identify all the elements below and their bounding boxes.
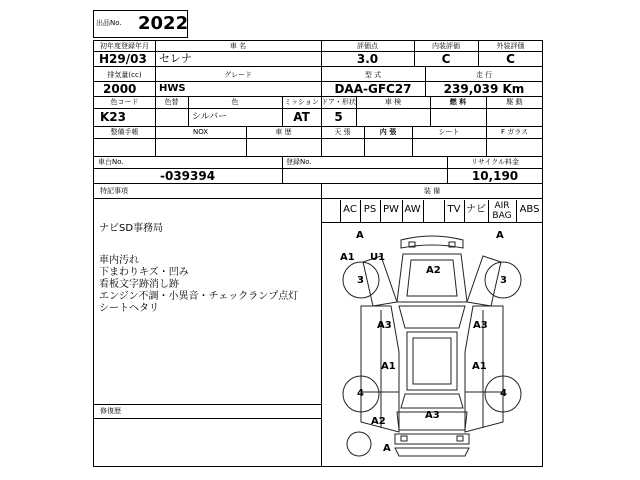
- mission-label: ミッション: [284, 98, 319, 106]
- mileage-value: 239,039 Km: [443, 82, 525, 96]
- mileage-label: 走 行: [475, 71, 493, 79]
- exterior-grade-label: 外装評価: [496, 42, 525, 50]
- score-value: 3.0: [356, 52, 379, 66]
- damage-mark: 3: [500, 275, 507, 286]
- doors-label: ドア・形状: [321, 98, 356, 106]
- score-label: 評価点: [357, 42, 378, 50]
- damage-mark: 4: [357, 388, 364, 399]
- model-label: 型 式: [364, 71, 382, 79]
- model-value: DAA-GFC27: [334, 82, 412, 96]
- equip-navi: ナビ: [466, 204, 486, 215]
- displacement-label: 排気量(cc): [107, 71, 142, 79]
- equip-tv: TV: [447, 204, 461, 215]
- lot-number-box: [93, 10, 188, 38]
- chassis-label: 車台No.: [98, 158, 124, 166]
- drive-label: 駆 動: [506, 98, 523, 106]
- special-notes-list: [99, 255, 298, 315]
- damage-mark: A2: [371, 416, 386, 427]
- damage-mark: A1: [381, 361, 396, 372]
- grade-label: グレード: [224, 71, 252, 79]
- color-code-value: K23: [100, 110, 126, 124]
- doors-value: 5: [334, 110, 343, 124]
- interior-grade-value: C: [441, 52, 451, 66]
- glass-label: F ガラス: [500, 128, 529, 136]
- damage-mark: A: [356, 230, 364, 241]
- grade-value: HWS: [159, 83, 186, 94]
- mission-value: AT: [293, 110, 310, 124]
- roof-label: 天 張: [334, 128, 351, 136]
- equip-aw: AW: [404, 204, 421, 215]
- list-item: 車内汚れ: [99, 255, 139, 266]
- damage-mark: 4: [500, 388, 507, 399]
- equip-airbag: AIR BAG: [492, 201, 512, 221]
- damage-mark: 3: [357, 275, 364, 286]
- equip-pw: PW: [383, 204, 399, 215]
- lot-number-value: 2022: [138, 13, 189, 34]
- manual-label: 整備手帳: [110, 128, 139, 136]
- interior-lining-label: 内 張: [379, 128, 397, 136]
- year-label: 初年度登録年月: [100, 42, 149, 50]
- equip-ac: AC: [343, 204, 357, 215]
- damage-mark: A: [496, 230, 504, 241]
- year-value: H29/03: [99, 52, 147, 66]
- list-item: エンジン不調・小異音・チェックランプ点灯: [99, 291, 299, 302]
- color-label: 色: [231, 98, 239, 106]
- list-item: 下まわりキズ・凹み: [99, 267, 189, 278]
- color-code-label: 色コード: [110, 98, 139, 106]
- damage-mark: A2: [426, 265, 441, 276]
- damage-mark: A3: [425, 410, 440, 421]
- damage-mark: A: [383, 443, 391, 454]
- damage-mark: A1: [340, 252, 355, 263]
- recycle-label: リサイクル料金: [470, 158, 520, 166]
- registration-label: 登録No.: [286, 158, 312, 166]
- seat-label: シート: [438, 128, 460, 136]
- equip-abs: ABS: [519, 204, 540, 215]
- car-name-label: 車 名: [229, 42, 247, 50]
- exterior-grade-value: C: [506, 52, 515, 66]
- color-change-label: 色替: [164, 98, 179, 106]
- special-note-navi: ナビSD事務局: [99, 223, 164, 234]
- repair-history-label: 修復歴: [100, 407, 121, 415]
- damage-mark: A1: [472, 361, 487, 372]
- history-label: 車 歴: [275, 128, 292, 136]
- special-notes-label: 特記事項: [100, 187, 128, 195]
- chassis-value: -039394: [160, 169, 216, 183]
- car-name-value: セレナ: [159, 52, 192, 65]
- lot-number-label: 出品No.: [96, 19, 122, 27]
- recycle-value: 10,190: [471, 169, 519, 183]
- equipment-row: [321, 200, 543, 222]
- equipment-label: 装 備: [423, 187, 441, 195]
- color-value: シルバー: [192, 112, 228, 122]
- damage-mark: A3: [473, 320, 488, 331]
- interior-grade-label: 内装評価: [432, 42, 460, 50]
- damage-mark: A3: [377, 320, 392, 331]
- list-item: シートヘタリ: [99, 303, 159, 314]
- damage-mark: U1: [370, 252, 386, 263]
- inspection-label: 車 検: [384, 98, 402, 106]
- nox-label: NOX: [192, 128, 209, 136]
- fuel-label: 燃 料: [449, 98, 467, 106]
- equip-ps: PS: [363, 204, 377, 215]
- displacement-value: 2000: [103, 82, 137, 96]
- list-item: 看板文字跡消し跡: [99, 279, 179, 290]
